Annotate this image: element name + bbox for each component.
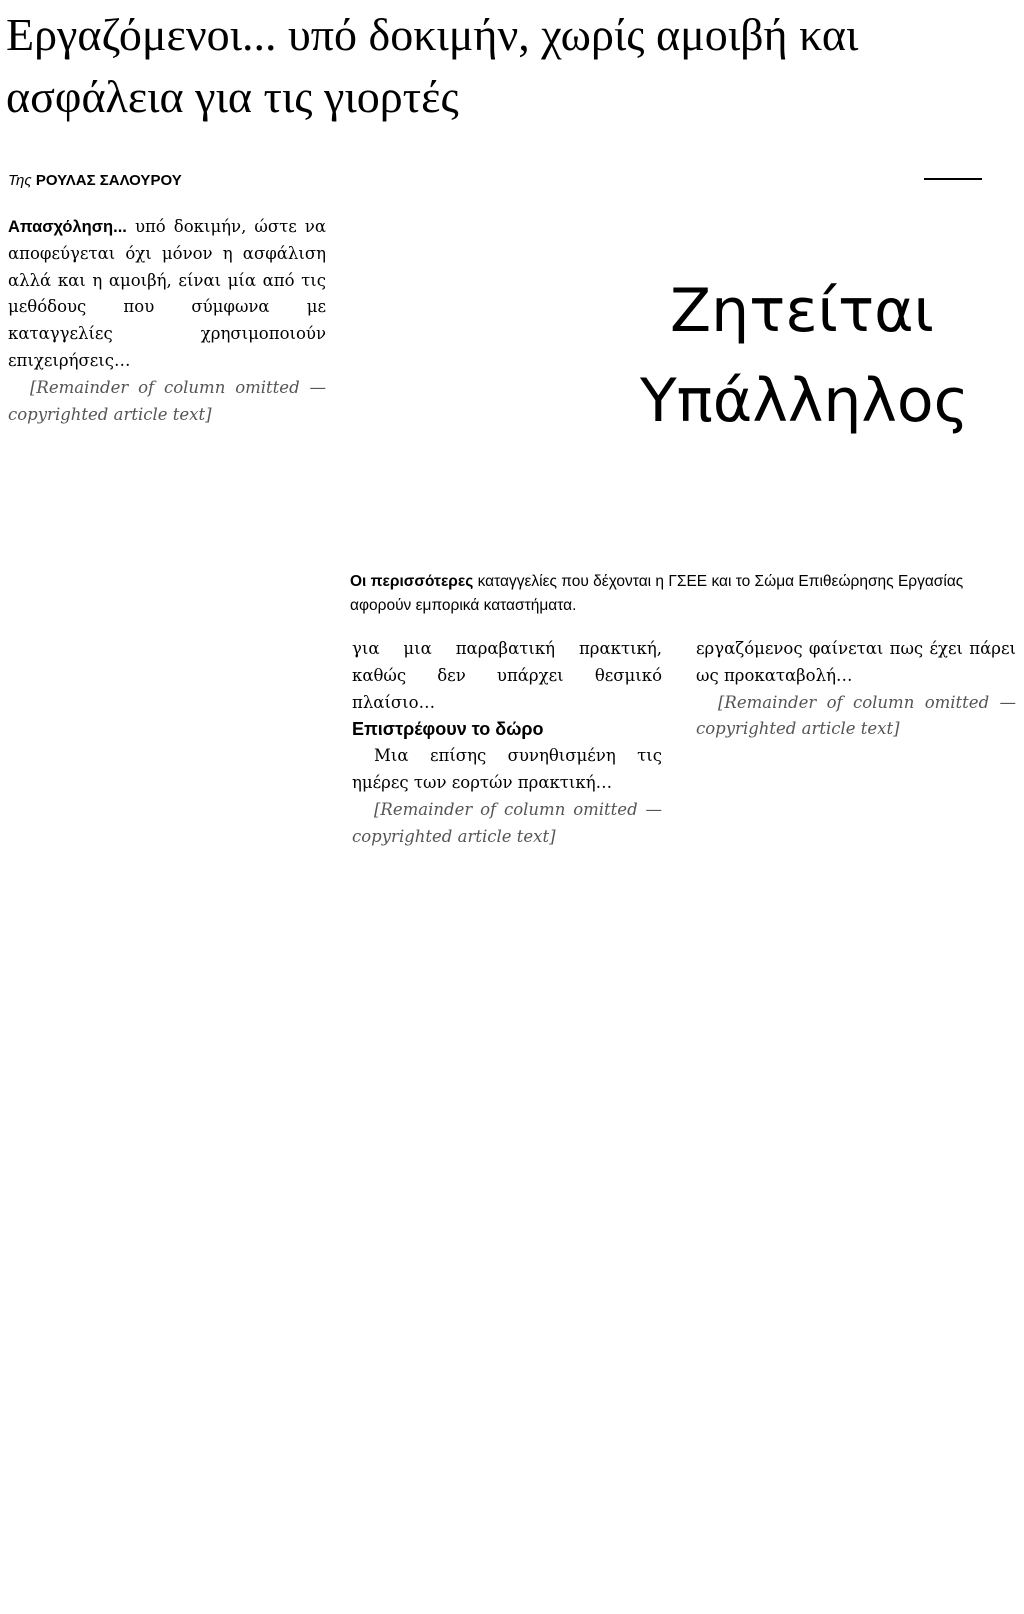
photo — [340, 196, 1024, 556]
col1-note: [Remainder of column omitted — copyrighted article text] — [8, 377, 326, 424]
caption-lead: Οι περισσότερες — [350, 573, 474, 590]
headline: Εργαζόμενοι... υπό δοκιμήν, χωρίς αμοιβή και ασφάλεια για τις γιορτές — [6, 9, 859, 122]
photo-caption — [350, 570, 1000, 618]
col3-excerpt: εργαζόμενος φαίνεται πως έχει πάρει ως προκαταβολή… — [696, 639, 1016, 685]
byline — [8, 172, 182, 189]
col2-subhead: Επιστρέφουν το δώρο — [352, 719, 544, 740]
byline-prefix: Της — [8, 172, 32, 189]
caption-text: καταγγελίες που δέχονται η ΓΣΕΕ και το Σώμα Επιθεώρησης Εργασίας αφορούν εμπορικά καταστήματα. — [350, 573, 964, 614]
photo-sign-line1: Ζητείται — [670, 276, 934, 346]
col2-excerpt: για μια παραβατική πρακτική, καθώς δεν υπάρχει θεσμικό πλαίσιο… — [352, 639, 662, 712]
divider — [924, 178, 982, 180]
column-1 — [8, 214, 326, 428]
column-3 — [696, 636, 1016, 743]
col1-paragraph — [8, 214, 326, 375]
col3-note: [Remainder of column omitted — copyrighted article text] — [696, 692, 1016, 739]
column-2 — [352, 636, 662, 850]
col2-excerpt2: Μια επίσης συνηθισμένη τις ημέρες των εορτών πρακτική… — [352, 746, 662, 792]
col2-note: [Remainder of column omitted — copyrighted article text] — [352, 799, 662, 846]
col1-excerpt: υπό δοκιμήν, ώστε να αποφεύγεται όχι μόνον η ασφάλιση αλλά και η αμοιβή, είναι μία από τις μεθόδους που σύμφωνα με καταγγελίες χρησιμοποιούν επιχειρήσεις… — [8, 217, 326, 370]
photo-sign-line2: Υπάλληλος — [640, 366, 969, 436]
col1-lead: Απασχόληση... — [8, 218, 127, 236]
byline-author: ΡΟΥΛΑΣ ΣΑΛΟΥΡΟΥ — [35, 172, 182, 189]
